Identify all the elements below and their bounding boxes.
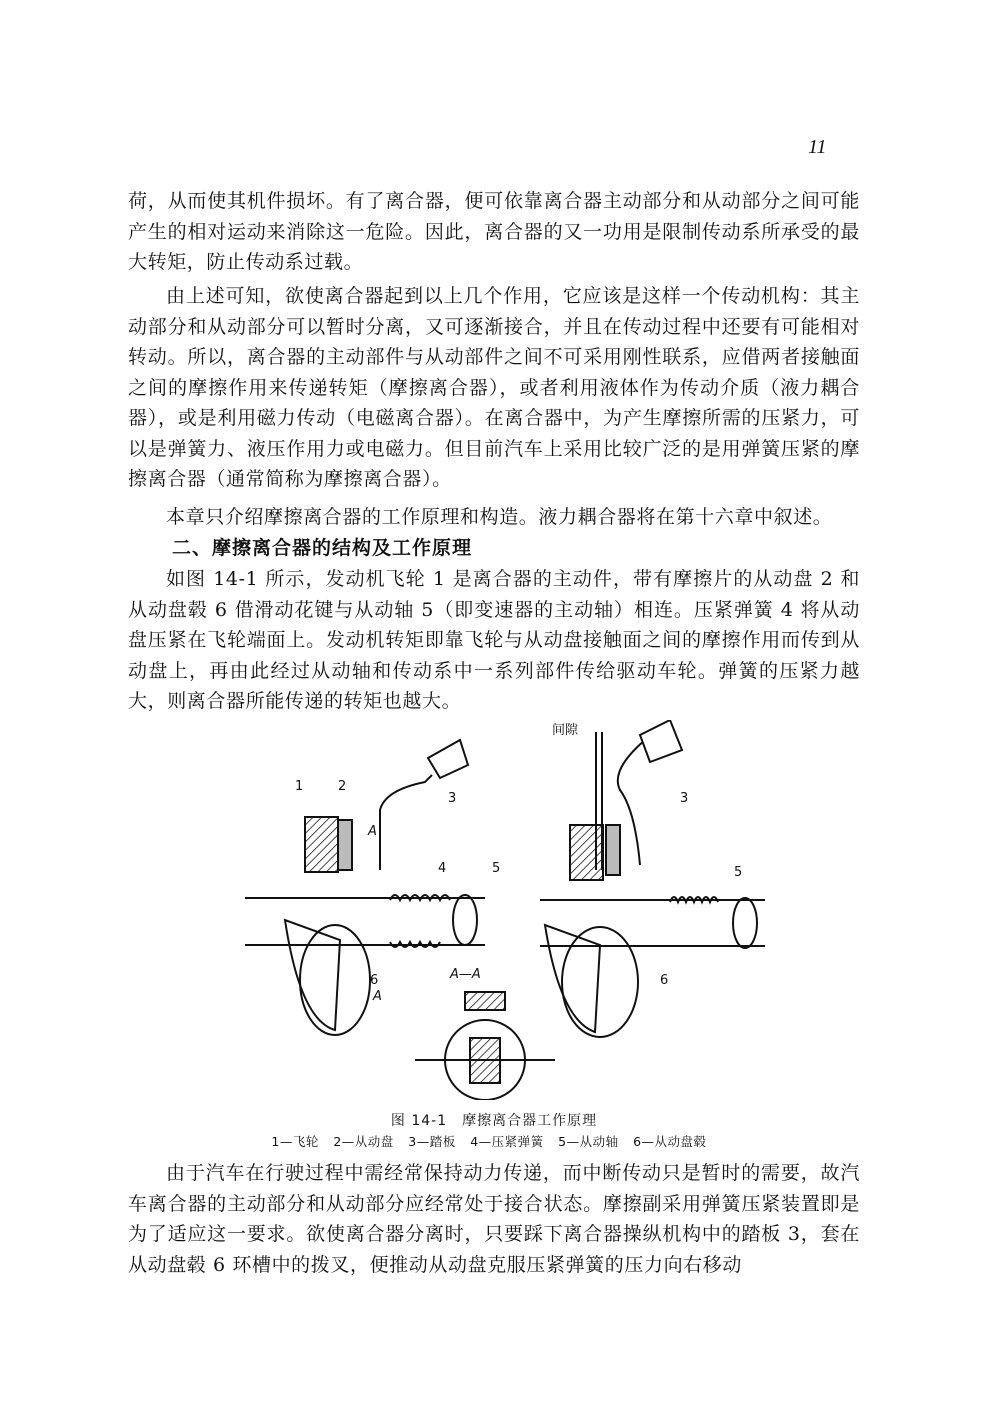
- pedal-pad-right: [640, 720, 682, 762]
- clutch-diagram-svg: [240, 720, 800, 1100]
- driven-disc-left: [338, 820, 352, 870]
- legend-item: 4—压紧弹簧: [470, 1134, 544, 1149]
- label-gap: 间隙: [552, 723, 579, 738]
- paragraph-5: 由于汽车在行驶过程中需经常保持动力传递，而中断传动只是暂时的需要，故汽车离合器的主动部分和从动部分应经常处于接合状态。摩擦副采用弹簧压紧装置即是为了适应这一要求。欲使离合器分离时，只要踩下离合器操纵机构中的踏板 3，套在从动盘毂 6 环槽中的拨叉，便推动从动盘克服压紧弹簧的压力向右移动: [128, 1162, 860, 1276]
- legend-item: 1—飞轮: [271, 1134, 319, 1149]
- label-5-right: 5: [734, 865, 743, 880]
- label-3-right: 3: [680, 791, 689, 806]
- driven-disc-right: [606, 825, 620, 875]
- shaft-end-left: [453, 895, 477, 945]
- legend-item: 2—从动盘: [333, 1134, 394, 1149]
- page-number: 11: [808, 136, 827, 158]
- label-section: A—A: [450, 967, 481, 982]
- pedal-lever-left: [380, 775, 432, 870]
- label-5: 5: [492, 861, 501, 876]
- figure-caption: 图 14-1 摩擦离合器工作原理: [390, 1113, 598, 1129]
- figure-legend: [128, 1132, 860, 1150]
- legend-item: 3—踏板: [408, 1134, 456, 1149]
- clutch-diagram: [240, 720, 800, 1100]
- pedal-pad-left: [428, 740, 468, 778]
- flywheel-left: [305, 817, 338, 872]
- flywheel-right: [570, 825, 603, 880]
- label-a2: A: [373, 989, 382, 1004]
- shaft-end-right: [733, 898, 757, 948]
- label-6-right: 6: [660, 973, 669, 988]
- paragraph-1: 荷，从而使其机件损坏。有了离合器，便可依靠离合器主动部分和从动部分之间可能产生的相对运动来消除这一危险。因此，离合器的又一功用是限制传动系所承受的最大转矩，防止传动系过载。: [128, 190, 860, 273]
- section-shaft-top: [465, 992, 505, 1010]
- section-heading: 二、摩擦离合器的结构及工作原理: [172, 537, 473, 559]
- flywheel-body-right: [545, 925, 600, 1032]
- legend-item: 5—从动轴: [558, 1134, 619, 1149]
- paragraph-4: 如图 14-1 所示，发动机飞轮 1 是离合器的主动件，带有摩擦片的从动盘 2 和从动盘毂 6 借滑动花键与从动轴 5（即变速器的主动轴）相连。压紧弹簧 4 将从动盘压紧在飞轮端面上。发动机转矩即靠飞轮与从动盘接触面之间的摩擦作用而传到从动盘上，再由此经过从动轴和传动系中一系列部件传给驱动车轮。弹簧的压紧力越大，则离合器所能传递的转矩也越大。: [128, 568, 860, 712]
- pedal-lever-right: [618, 740, 645, 865]
- label-2: 2: [338, 779, 347, 794]
- flywheel-outer-right: [562, 927, 638, 1037]
- legend-item: 6—从动盘毂: [633, 1134, 707, 1149]
- label-6: 6: [370, 973, 379, 988]
- label-1: 1: [295, 779, 304, 794]
- paragraph-3: 本章只介绍摩擦离合器的工作原理和构造。液力耦合器将在第十六章中叙述。: [166, 506, 833, 528]
- label-a1: A: [368, 824, 377, 839]
- label-4: 4: [438, 861, 447, 876]
- label-3: 3: [448, 791, 457, 806]
- paragraph-2: 由上述可知，欲使离合器起到以上几个作用，它应该是这样一个传动机构：其主动部分和从动部分可以暂时分离，又可逐渐接合，并且在传动过程中还要有可能相对转动。所以，离合器的主动部件与从动部件之间不可采用刚性联系，应借两者接触面之间的摩擦作用来传递转矩（摩擦离合器），或者利用液体作为传动介质（液力耦合器），或是利用磁力传动（电磁离合器）。在离合器中，为产生摩擦所需的压紧力，可以是弹簧力、液压作用力或电磁力。但目前汽车上采用比较广泛的是用弹簧压紧的摩擦离合器（通常简称为摩擦离合器）。: [128, 285, 860, 490]
